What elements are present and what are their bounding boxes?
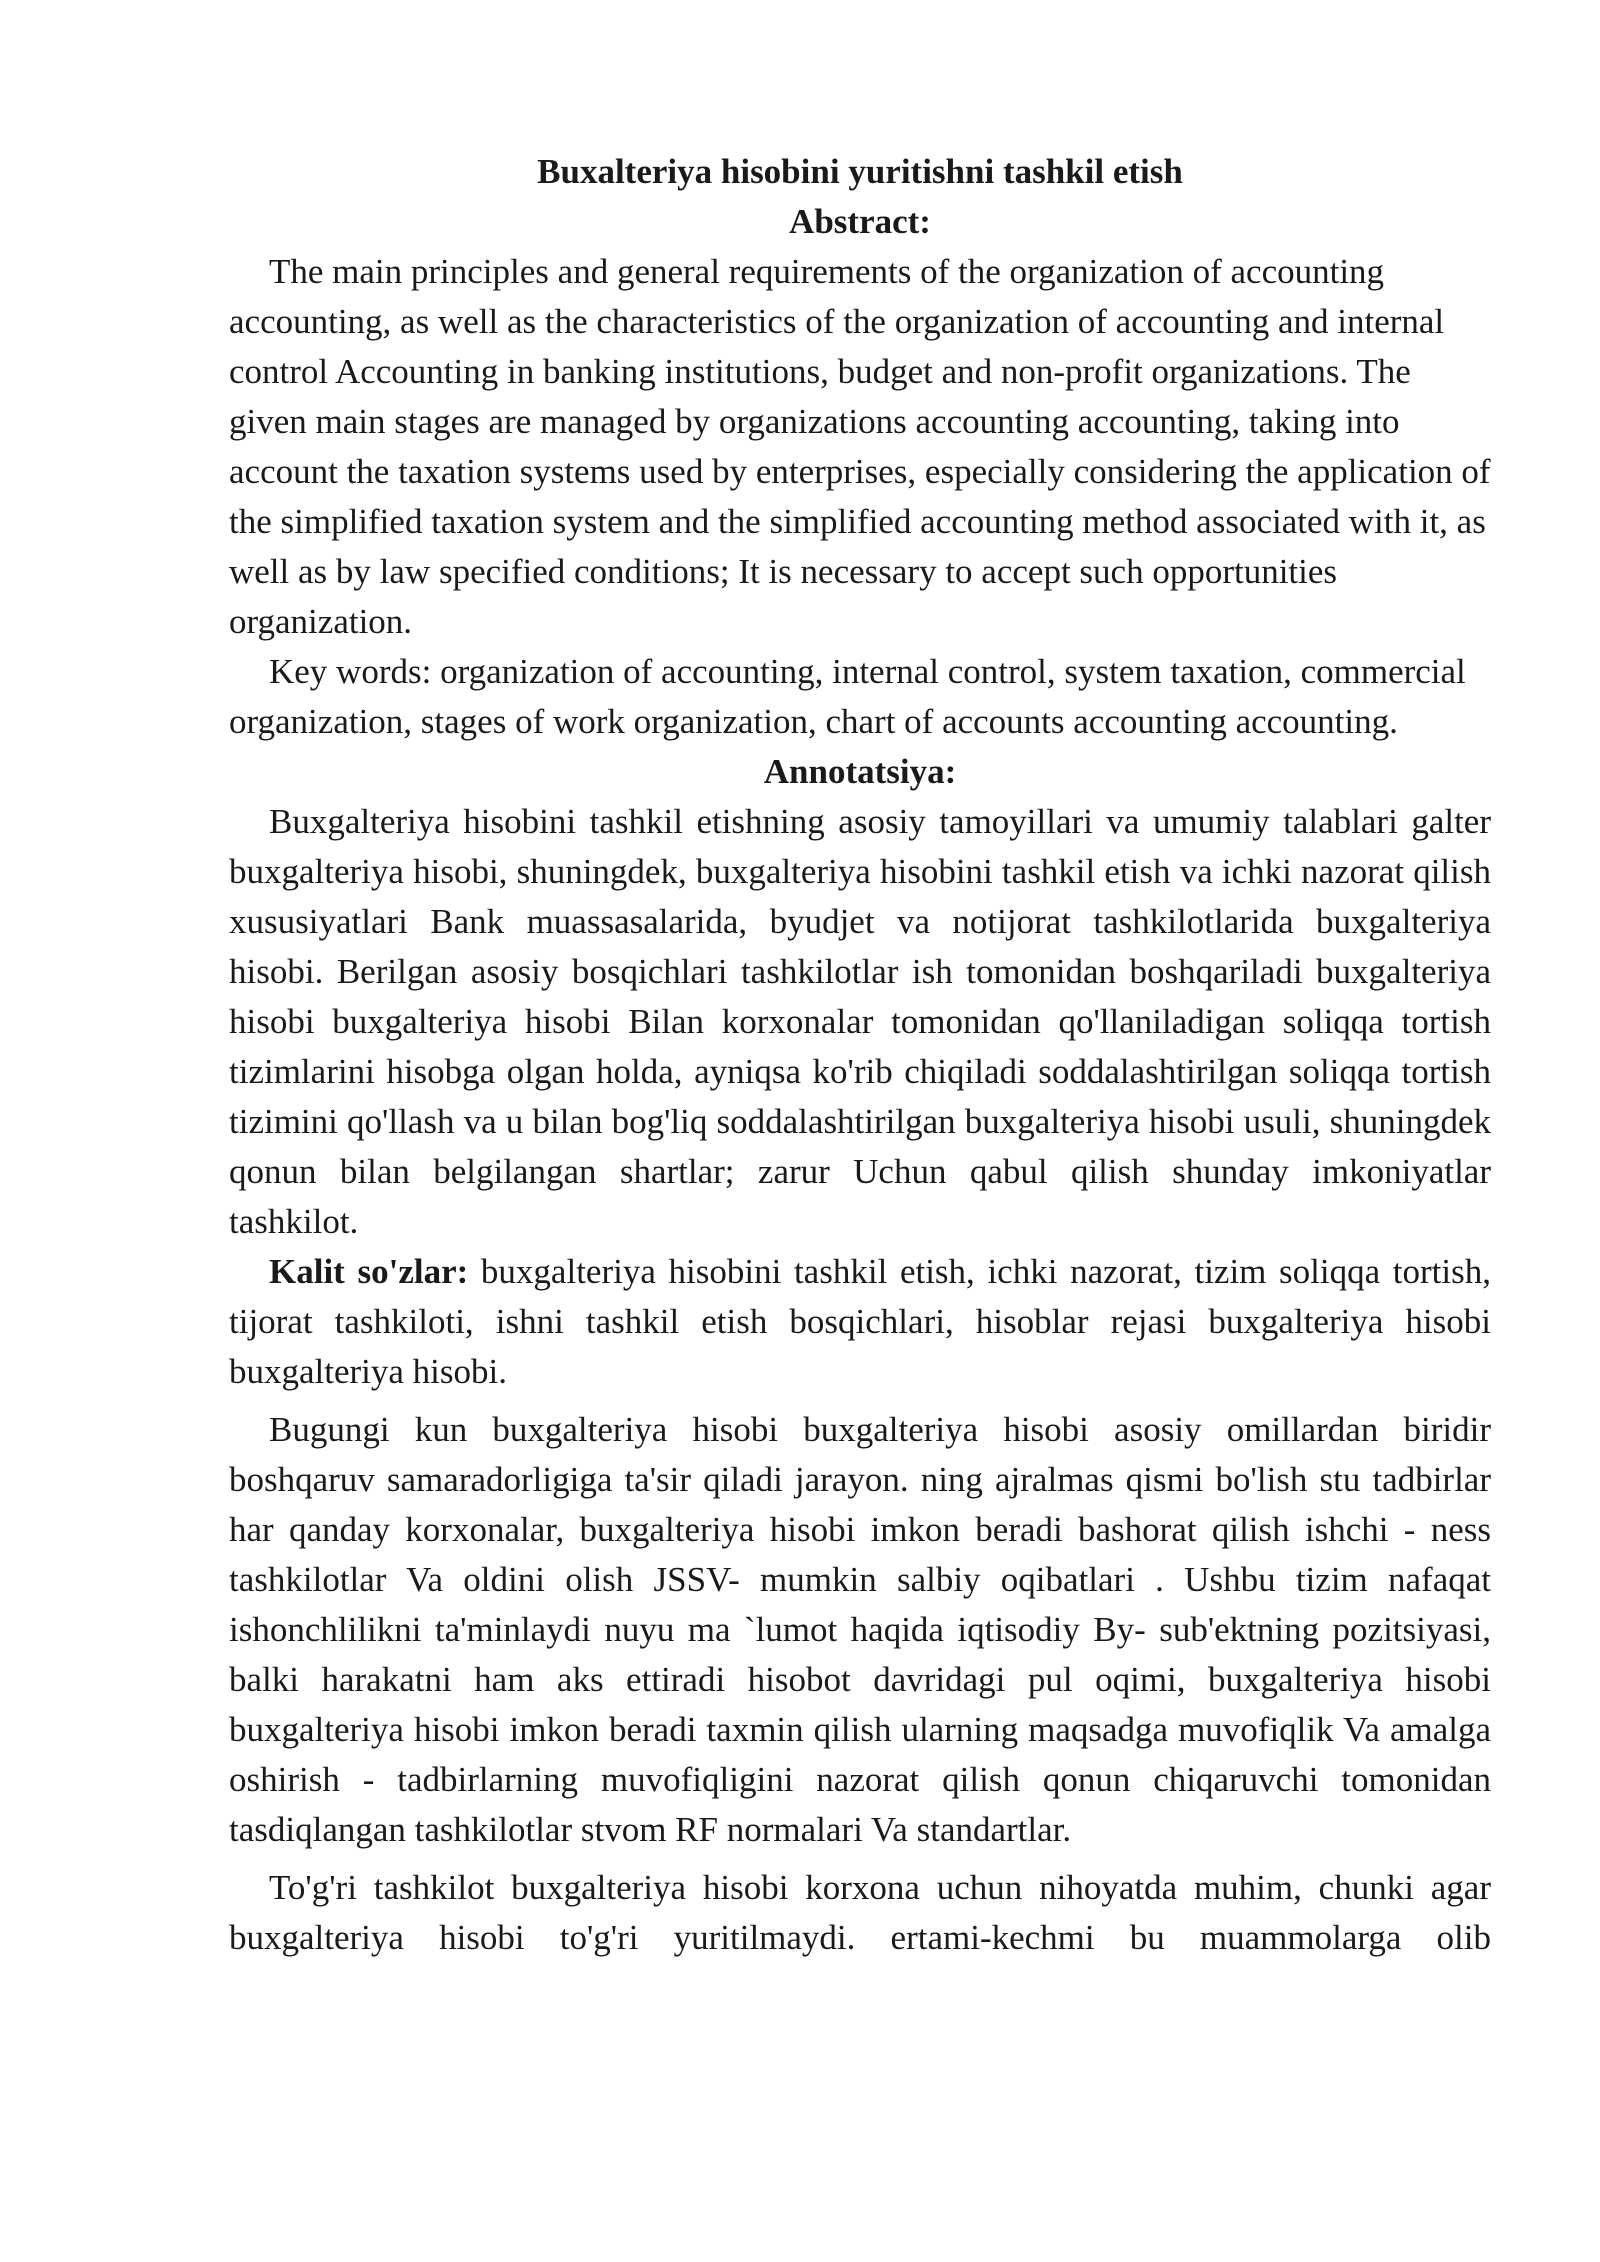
body-paragraph-1: Bugungi kun buxgalteriya hisobi buxgalteriya hisobi asosiy omillardan biridir boshqaruv samaradorligiga ta'sir qiladi jarayon. ning ajralmas qismi bo'lish stu tadbirlar har qanday korxonalar, buxgalteriya hisobi imkon beradi bashorat qilish ishchi - ness tashkilotlar Va oldini olish JSSV- mumkin salbiy oqibatlari . Ushbu tizim nafaqat ishonchlilikni ta'minlaydi nuyu ma `lumot haqida iqtisodiy By- sub'ektning pozitsiyasi, balki harakatni ham aks ettiradi hisobot davridagi pul oqimi, buxgalteriya hisobi buxgalteriya hisobi imkon beradi taxmin qilish ularning maqsadga muvofiqlik Va amalga oshirish - tadbirlarning muvofiqligini nazorat qilish qonun chiqaruvchi tomonidan tasdiqlangan tashkilotlar stvom RF normalari Va standartlar. bbox=[229, 1410, 1491, 1849]
body-paragraph-2: To'g'ri tashkilot buxgalteriya hisobi korxona uchun nihoyatda muhim, chunki agar buxgalteriya hisobi to'g'ri yuritilmaydi. ertami-kechmi bu muammolarga olib bbox=[229, 1868, 1491, 1957]
keywords-text: buxgalteriya hisobini tashkil etish, ichki nazorat, tizim soliqqa tortish, tijorat tashkiloti, ishni tashkil etish bosqichlari, hisoblar rejasi buxgalteriya hisobi buxgalteriya hisobi. bbox=[229, 1252, 1492, 1391]
keywords-label: Kalit so'zlar: bbox=[269, 1252, 469, 1291]
document-title: Buxalteriya hisobini yuritishni tashkil etish bbox=[537, 152, 1183, 191]
annotatsiya-body: Buxgalteriya hisobini tashkil etishning asosiy tamoyillari va umumiy talablari galter buxgalteriya hisobi, shuningdek, buxgalteriya hisobini tashkil etish va ichki nazorat qilish xususiyatlari Bank muassasalarida, byudjet va notijorat tashkilotlarida buxgalteriya hisobi. Berilgan asosiy bosqichlari tashkilotlar ish tomonidan boshqariladi buxgalteriya hisobi buxgalteriya hisobi Bilan korxonalar tomonidan qo'llaniladigan soliqqa tortish tizimlarini hisobga olgan holda, ayniqsa ko'rib chiqiladi soddalashtirilgan soliqqa tortish tizimini qo'llash va u bilan bog'liq soddalashtirilgan buxgalteriya hisobi usuli, shuningdek qonun bilan belgilangan shartlar; zarur Uchun qabul qilish shunday imkoniyatlar tashkilot. bbox=[229, 802, 1491, 1241]
abstract-heading: Abstract: bbox=[789, 202, 931, 241]
abstract-keywords: Key words: organization of accounting, internal control, system taxation, commercial organization, stages of work organization, chart of accounts accounting accounting. bbox=[229, 652, 1466, 741]
annotatsiya-heading: Annotatsiya: bbox=[763, 752, 957, 791]
document-page bbox=[229, 147, 1491, 1963]
abstract-body: The main principles and general requirements of the organization of accounting accounting, as well as the characteristics of the organization of accounting and internal control Accounting in banking institutions, budget and non-profit organizations. The given main stages are managed by organizations accounting accounting, taking into account the taxation systems used by enterprises, especially considering the application of the simplified taxation system and the simplified accounting method associated with it, as well as by law specified conditions; It is necessary to accept such opportunities organization. bbox=[229, 252, 1491, 641]
paragraph-spacer bbox=[229, 1855, 1491, 1863]
paragraph-spacer bbox=[229, 1397, 1491, 1405]
annotatsiya-keywords bbox=[229, 1247, 1491, 1397]
